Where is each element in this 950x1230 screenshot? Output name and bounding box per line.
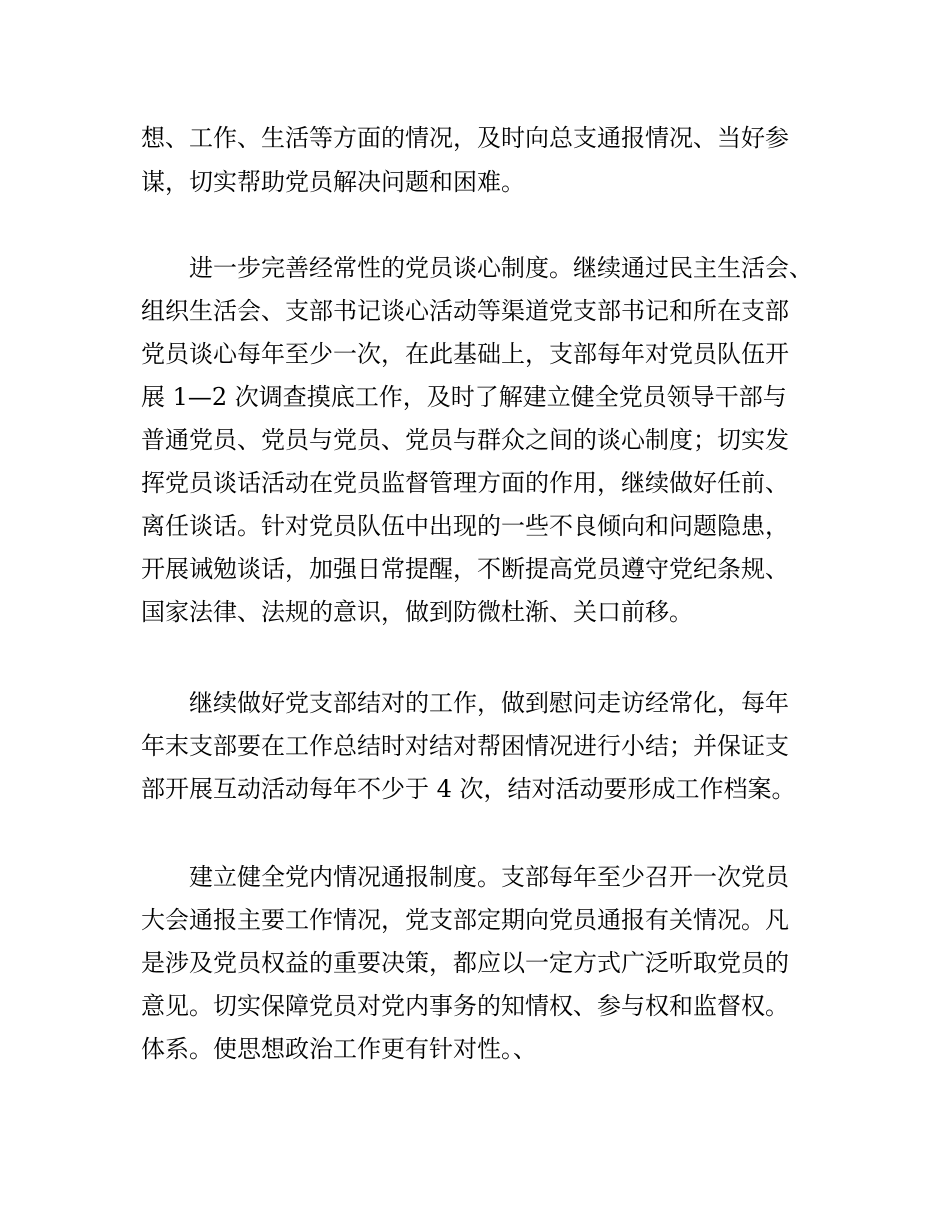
text-line: 继续做好党支部结对的工作，做到慰问走访经常化，每年 <box>189 689 789 717</box>
text-line: 意见。切实保障党员对党内事务的知情权、参与权和监督权。 <box>141 992 789 1020</box>
text-line: 党员谈心每年至少一次，在此基础上，支部每年对党员队伍开 <box>141 340 789 368</box>
text-line: 离任谈话。针对党员队伍中出现的一些不良倾向和问题隐患， <box>141 512 789 540</box>
text-line: 国家法律、法规的意识，做到防微杜渐、关口前移。 <box>141 598 693 626</box>
text-line: 展 1—2 次调查摸底工作，及时了解建立健全党员领导干部与 <box>141 383 787 411</box>
text-line: 开展诫勉谈话，加强日常提醒，不断提高党员遵守党纪条规、 <box>141 555 789 583</box>
text-line: 想、工作、生活等方面的情况，及时向总支通报情况、当好参 <box>141 124 789 152</box>
text-line: 建立健全党内情况通报制度。支部每年至少召开一次党员 <box>189 863 789 891</box>
text-line: 进一步完善经常性的党员谈心制度。继续通过民主生活会、 <box>189 254 813 282</box>
text-line: 是涉及党员权益的重要决策，都应以一定方式广泛听取党员的 <box>141 949 789 977</box>
text-line: 体系。使思想政治工作更有针对性。、 <box>141 1035 537 1063</box>
text-line: 组织生活会、支部书记谈心活动等渠道党支部书记和所在支部 <box>141 297 789 325</box>
text-line: 挥党员谈话活动在党员监督管理方面的作用，继续做好任前、 <box>141 469 789 497</box>
text-line: 部开展互动活动每年不少于 4 次，结对活动要形成工作档案。 <box>141 775 796 803</box>
text-line: 谋，切实帮助党员解决问题和困难。 <box>141 168 525 196</box>
text-line: 大会通报主要工作情况，党支部定期向党员通报有关情况。凡 <box>141 906 789 934</box>
text-line: 普通党员、党员与党员、党员与群众之间的谈心制度；切实发 <box>141 426 789 454</box>
text-line: 年末支部要在工作总结时对结对帮困情况进行小结；并保证支 <box>141 732 789 760</box>
